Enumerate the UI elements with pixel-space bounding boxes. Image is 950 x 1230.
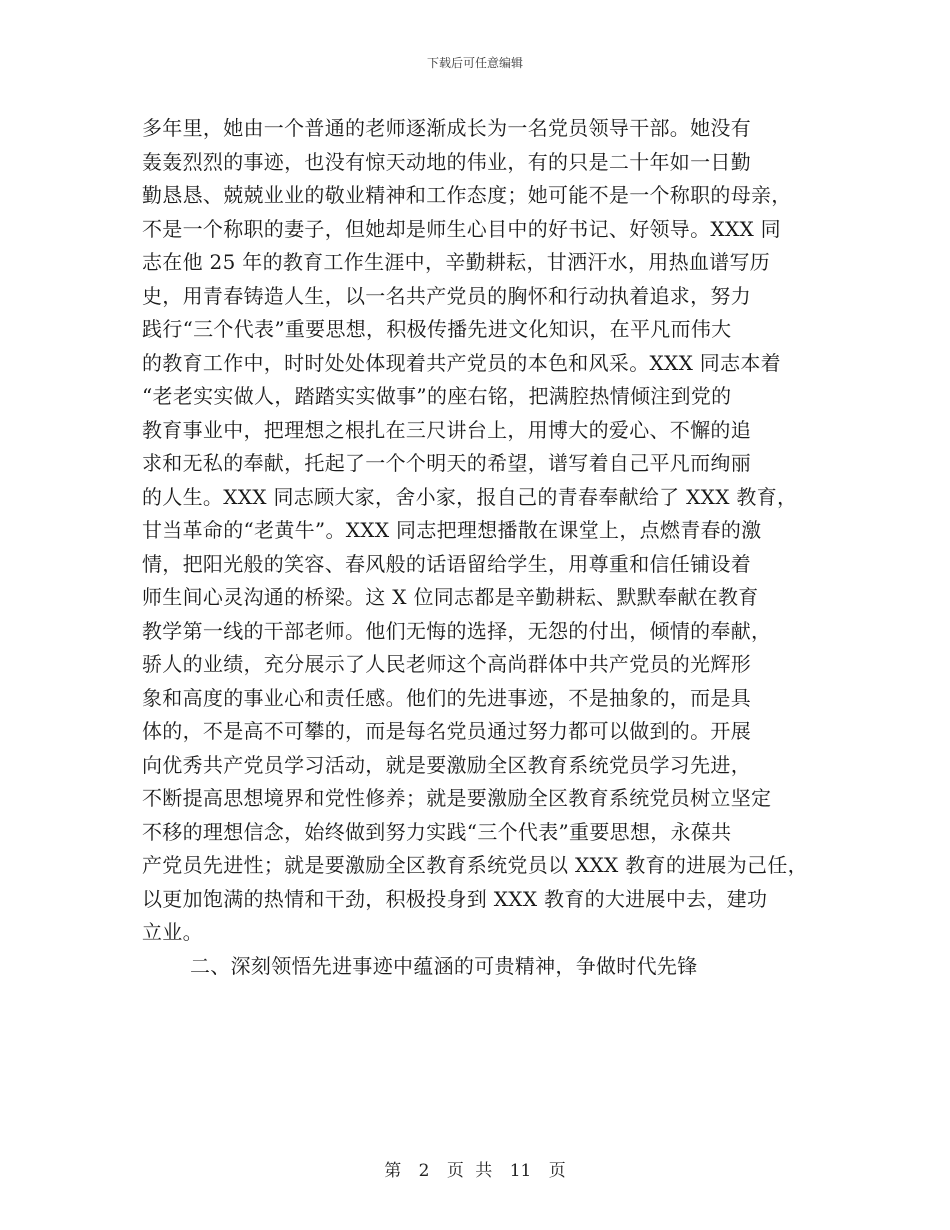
page-footer xyxy=(0,1156,950,1181)
body-line: 体的，不是高不可攀的，而是每名党员通过努力都可以做到的。开展 xyxy=(142,719,751,743)
body-line: 不断提高思想境界和党性修养；就是要激励全区教育系统党员树立坚定 xyxy=(142,786,772,810)
body-line: 教学第一线的干部老师。他们无悔的选择，无怨的付出，倾情的奉献， xyxy=(142,618,772,643)
body-line: 勤恳恳、兢兢业业的敬业精神和工作态度；她可能不是一个称职的母亲， xyxy=(142,183,792,207)
body-line: 情，把阳光般的笑容、春风般的话语留给学生，用尊重和信任铺设着 xyxy=(142,551,751,576)
section-heading: 二、深刻领悟先进事迹中蕴涵的可贵精神，争做时代先锋 xyxy=(190,953,698,978)
body-line: 向优秀共产党员学习活动，就是要激励全区教育系统党员学习先进， xyxy=(142,752,751,777)
footer-prefix: 第 xyxy=(384,1161,402,1181)
body-line: 骄人的业绩，充分展示了人民老师这个高尚群体中共产党员的光辉形 xyxy=(142,652,751,676)
body-line: 以更加饱满的热情和干劲，积极投身到 XXX 教育的大进展中去，建功 xyxy=(142,886,768,911)
body-line: 的教育工作中，时时处处体现着共产党员的本色和风采。XXX 同志本着 xyxy=(142,350,781,375)
body-line: 教育事业中，把理想之根扎在三尺讲台上，用博大的爱心、不懈的追 xyxy=(142,417,751,442)
body-line: 师生间心灵沟通的桥梁。这 X 位同志都是辛勤耕耘、默默奉献在教育 xyxy=(142,585,759,609)
document-body xyxy=(142,112,832,983)
body-line: 不是一个称职的妻子，但她却是师生心目中的好书记、好领导。XXX 同 xyxy=(142,216,781,241)
footer-middle: 页 共 xyxy=(446,1161,493,1181)
body-line: 求和无私的奉献，托起了一个个明天的希望，谱写着自己平凡而绚丽 xyxy=(142,451,751,475)
page-header: 下载后可任意编辑 xyxy=(426,56,523,70)
body-line: “老老实实做人，踏踏实实做事”的座右铭，把满腔热情倾注到党的 xyxy=(142,384,732,408)
body-line: 立业。 xyxy=(142,920,203,944)
body-line: 轰轰烈烈的事迹，也没有惊天动地的伟业，有的只是二十年如一日勤 xyxy=(142,149,751,174)
body-line: 产党员先进性；就是要激励全区教育系统党员以 XXX 教育的进展为己任， xyxy=(142,853,808,877)
body-line: 不移的理想信念，始终做到努力实践“三个代表”重要思想，永葆共 xyxy=(142,819,732,844)
body-line: 象和高度的事业心和责任感。他们的先进事迹，不是抽象的，而是具 xyxy=(142,685,751,710)
body-line: 多年里，她由一个普通的老师逐渐成长为一名党员领导干部。她没有 xyxy=(142,116,751,140)
body-line: 史，用青春铸造人生，以一名共产党员的胸怀和行动执着追求，努力 xyxy=(142,283,751,308)
body-line: 的人生。XXX 同志顾大家，舍小家，报自己的青春奉献给了 XXX 教育， xyxy=(142,484,798,509)
footer-suffix: 页 xyxy=(548,1161,566,1181)
footer-page-number: 2 xyxy=(418,1161,430,1181)
body-line: 志在他 25 年的教育工作生涯中，辛勤耕耘，甘洒汗水，用热血谱写历 xyxy=(142,250,771,274)
body-line: 践行“三个代表”重要思想，积极传播先进文化知识，在平凡而伟大 xyxy=(142,317,732,341)
body-line: 甘当革命的“老黄牛”。XXX 同志把理想播散在课堂上，点燃青春的激 xyxy=(142,518,762,542)
footer-total-pages: 11 xyxy=(509,1161,532,1181)
